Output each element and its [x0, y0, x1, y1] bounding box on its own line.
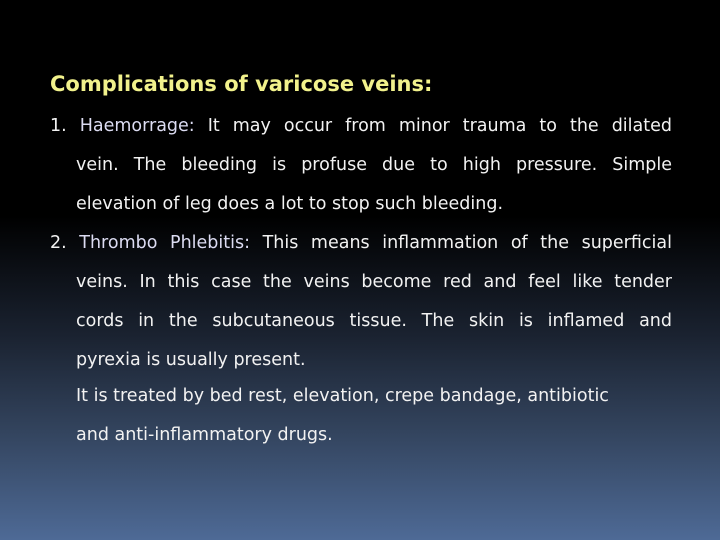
item-number: 2. — [50, 233, 67, 253]
item-text-line: It may occur from minor trauma to the dilated — [207, 116, 672, 136]
slide-title: Complications of varicose veins: — [50, 72, 433, 96]
item-text-line: veins. In this case the veins become red and feel like tender — [76, 272, 672, 292]
item-text-line: vein. The bleeding is profuse due to high pressure. Simple — [76, 155, 672, 175]
treatment-note — [76, 377, 672, 455]
item-first-line — [50, 224, 672, 263]
note-line: It is treated by bed rest, elevation, crepe bandage, antibiotic — [76, 386, 609, 406]
item-number: 1. — [50, 116, 67, 136]
item-text-line: This means inflammation of the superficial — [262, 233, 672, 253]
item-text-line: elevation of leg does a lot to stop such bleeding. — [76, 194, 504, 214]
item-term: Thrombo Phlebitis: — [79, 233, 250, 253]
item-text-line: pyrexia is usually present. — [76, 350, 306, 370]
list-item-haemorrage — [50, 107, 672, 224]
item-text-line: cords in the subcutaneous tissue. The skin is inflamed and — [76, 311, 672, 331]
note-line: and anti-inflammatory drugs. — [76, 425, 333, 445]
item-term: Haemorrage: — [79, 116, 195, 136]
item-first-line — [50, 107, 672, 146]
list-item-thrombo-phlebitis — [50, 224, 672, 380]
